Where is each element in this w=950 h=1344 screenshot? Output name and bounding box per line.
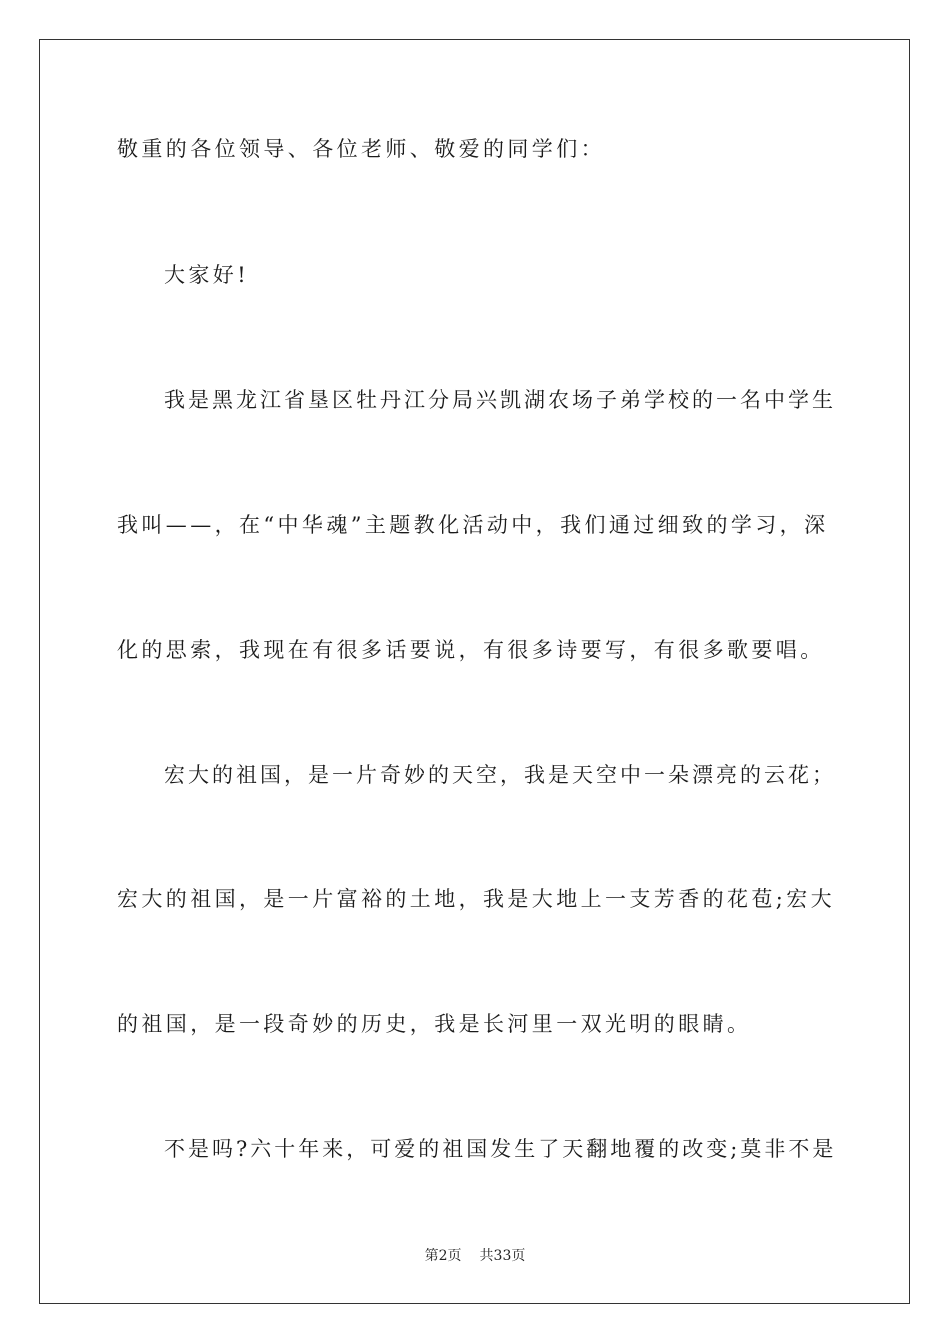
text-line: 的祖国，是一段奇妙的历史，我是长河里一双光明的眼睛。: [117, 1012, 752, 1036]
page-footer: [0, 1246, 950, 1266]
page-frame: [39, 39, 910, 1304]
text-line-greeting: 大家好!: [164, 263, 250, 287]
text-line: 我是黑龙江省垦区牡丹江分局兴凯湖农场子弟学校的一名中学生: [164, 388, 836, 412]
text-line-salutation: 敬重的各位领导、各位老师、敬爱的同学们：: [117, 137, 605, 161]
page-number: 第2页: [424, 1248, 462, 1264]
text-line: 宏大的祖国，是一片奇妙的天空，我是天空中一朵漂亮的云花；: [164, 763, 836, 787]
text-line: 不是吗?六十年来，可爱的祖国发生了天翻地覆的改变;莫非不是: [164, 1137, 837, 1161]
text-line: 我叫——，在“中华魂”主题教化活动中，我们通过细致的学习，深: [117, 513, 829, 537]
text-line: 宏大的祖国，是一片富裕的土地，我是大地上一支芳香的花苞;宏大: [117, 887, 836, 911]
page-total: 共33页: [479, 1248, 526, 1264]
text-line: 化的思索，我现在有很多话要说，有很多诗要写，有很多歌要唱。: [117, 638, 825, 662]
